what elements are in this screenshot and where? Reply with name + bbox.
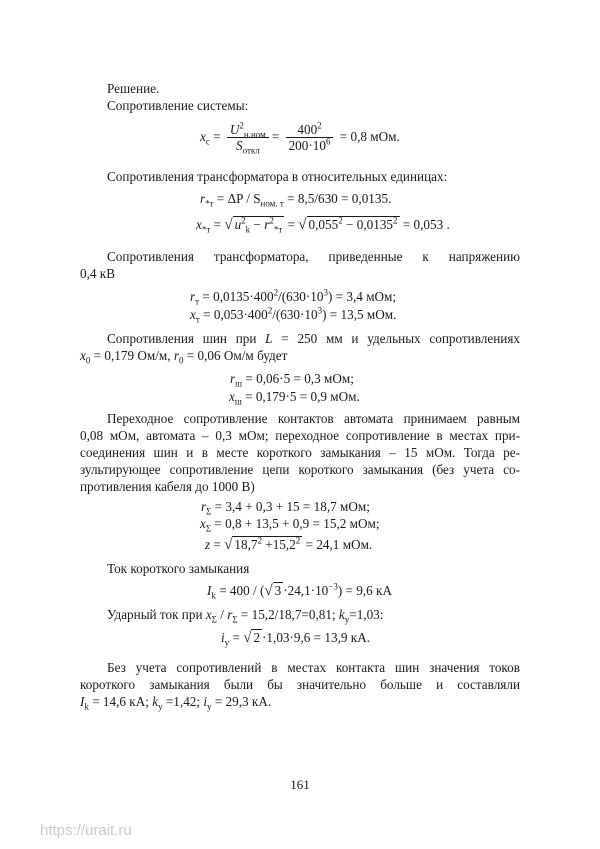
watermark-url: https://urait.ru [40,822,132,839]
equation-r-transformer-relative: $r_{*т} = \Delta P / S_{ном. т} = 8,5/630 = 0,0135$. [200,191,392,209]
paragraph-contact-line1: Переходное сопротивление контактов автомата принимаем равным [107,411,520,426]
paragraph-bus-resistance-line2: $x_0 = 0,179$ Ом/м, $r_0 = 0,06$ Ом/м будет [80,348,288,366]
equation-r-bus: $r_ш = 0,06\cdot 5 = 0,3$ мОм; [230,371,354,389]
equation-shock-current: $i_у$ = √ 2 ·1,03·9,6 = 13,9 кА. [221,630,371,648]
equation-system-resistance: $x_с$ = $\frac{U^2_{н.ном}}{S_{откл}}$ = $\frac{400^2}{200\cdot 10^6}$ = 0,8 мОм. [200,121,400,157]
equation-x-transformer-relative: $x_{*т}$ = √ $u^2_k - r^2_{*т}$ = √ $0,055^2 - 0,0135^2 = 0,053$ . [196,215,450,235]
equation-z-impedance: z = √ $18,7^2 +15,2^2 = 24,1$ мОм. [205,535,373,553]
equation-x-sum: $x_\Sigma = 0,8 + 13,5 + 0,9 = 15,2$ мОм; [200,516,380,534]
paragraph-contact-line2: 0,08 мОм, автомата – 0,3 мОм; переходное сопротивление в местах при- [80,428,520,443]
paragraph-conclusion-line1: Без учета сопротивлений в местах контакта шин значения токов [107,660,520,675]
paragraph-contact-line5: противления кабеля до 1000 В) [80,479,255,494]
paragraph-conclusion-line2: короткого замыкания были бы значительно больше и составляли [80,677,520,692]
paragraph-conclusion-line3: $I_k = 14,6$ кА; $k_у =1,42$; $i_у = 29,3$ кА. [80,694,272,712]
short-circuit-title: Ток короткого замыкания [107,561,250,576]
solution-heading: Решение. [107,81,160,96]
system-resistance-title: Сопротивление системы: [107,98,249,113]
shock-current-line: Ударный ток при $x_\Sigma / r_\Sigma = 15,2/18,7=0,81$; $k_у=1,03$: [107,607,384,625]
equation-r-transformer: $r_т = 0,0135\cdot 400^2/(630\cdot 10^3) = 3,4$ мОм; [190,287,397,307]
transformer-relative-title: Сопротивления трансформатора в относительных единицах: [107,169,448,184]
page-number: 161 [290,777,310,792]
equation-x-transformer: $x_т = 0,053\cdot 400^2/(630\cdot 10^3) = 13,5$ мОм. [190,305,397,325]
paragraph-contact-line4: зультирующее сопротивление цепи короткого замыкания (без учета со- [80,462,520,477]
paragraph-transformer-reduced-line2: 0,4 кВ [80,266,115,281]
paragraph-transformer-reduced-line1: Сопротивления трансформатора, приведенные к напряжению [107,249,520,264]
paragraph-bus-resistance-line1: Сопротивления шин при L = 250 мм и удельных сопротивлениях [107,331,520,346]
equation-short-circuit-current: $I_k = 400$ / (√ $3 \cdot 24,1\cdot 10^{-3}) = 9,6$ кА [207,581,392,601]
paragraph-contact-line3: соединения шин и в месте короткого замыкания – 15 мОм. Тогда ре- [80,445,520,460]
equation-x-bus: $x_ш = 0,179\cdot 5 = 0,9$ мОм. [229,389,360,407]
equation-r-sum: $r_\Sigma = 3,4 + 0,3 + 15 = 18,7$ мОм; [201,499,370,517]
